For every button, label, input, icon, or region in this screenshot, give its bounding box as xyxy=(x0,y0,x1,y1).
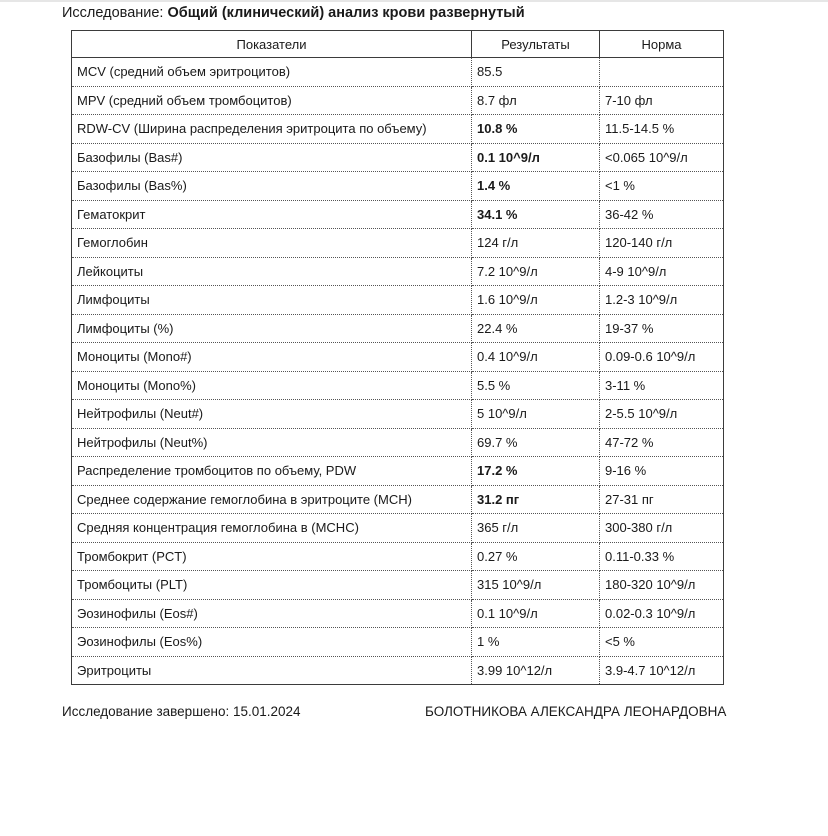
table-row xyxy=(72,571,724,600)
cell-result: 69.7 % xyxy=(472,428,600,457)
study-title xyxy=(62,5,525,21)
column-header-indicator: Показатели xyxy=(72,31,472,58)
cell-result: 5.5 % xyxy=(472,371,600,400)
cell-norm: <5 % xyxy=(600,628,724,657)
results-table-body xyxy=(72,58,724,685)
cell-norm: <0.065 10^9/л xyxy=(600,143,724,172)
cell-indicator: Моноциты (Mono#) xyxy=(72,343,472,372)
cell-result: 3.99 10^12/л xyxy=(472,656,600,685)
cell-indicator: Нейтрофилы (Neut#) xyxy=(72,400,472,429)
cell-result: 7.2 10^9/л xyxy=(472,257,600,286)
cell-norm: 180-320 10^9/л xyxy=(600,571,724,600)
cell-indicator: Средняя концентрация гемоглобина в (MCHC) xyxy=(72,514,472,543)
cell-norm xyxy=(600,58,724,87)
table-row xyxy=(72,58,724,87)
cell-result: 0.27 % xyxy=(472,542,600,571)
cell-result: 34.1 % xyxy=(472,200,600,229)
cell-norm: 36-42 % xyxy=(600,200,724,229)
table-row xyxy=(72,656,724,685)
cell-indicator: Моноциты (Mono%) xyxy=(72,371,472,400)
top-divider xyxy=(0,0,828,2)
cell-norm: 3.9-4.7 10^12/л xyxy=(600,656,724,685)
cell-indicator: Среднее содержание гемоглобина в эритроците (MCH) xyxy=(72,485,472,514)
cell-norm: 0.02-0.3 10^9/л xyxy=(600,599,724,628)
cell-indicator: Лимфоциты xyxy=(72,286,472,315)
cell-indicator: Базофилы (Bas%) xyxy=(72,172,472,201)
cell-indicator: MPV (средний объем тромбоцитов) xyxy=(72,86,472,115)
cell-norm: <1 % xyxy=(600,172,724,201)
cell-norm: 120-140 г/л xyxy=(600,229,724,258)
cell-indicator: Распределение тромбоцитов по объему, PDW xyxy=(72,457,472,486)
cell-indicator: Гемоглобин xyxy=(72,229,472,258)
cell-indicator: Лимфоциты (%) xyxy=(72,314,472,343)
cell-norm: 19-37 % xyxy=(600,314,724,343)
table-row xyxy=(72,257,724,286)
cell-indicator: Тромбокрит (PCT) xyxy=(72,542,472,571)
table-row xyxy=(72,86,724,115)
cell-result: 0.1 10^9/л xyxy=(472,143,600,172)
table-row xyxy=(72,286,724,315)
cell-result: 1 % xyxy=(472,628,600,657)
cell-result: 365 г/л xyxy=(472,514,600,543)
table-row xyxy=(72,371,724,400)
table-header-row xyxy=(72,31,724,58)
cell-indicator: Лейкоциты xyxy=(72,257,472,286)
cell-norm: 9-16 % xyxy=(600,457,724,486)
cell-result: 0.1 10^9/л xyxy=(472,599,600,628)
doctor-name: БОЛОТНИКОВА АЛЕКСАНДРА ЛЕОНАРДОВНА xyxy=(425,704,727,719)
cell-result: 10.8 % xyxy=(472,115,600,144)
cell-indicator: Эритроциты xyxy=(72,656,472,685)
study-label: Исследование: xyxy=(62,5,168,21)
table-row xyxy=(72,343,724,372)
table-row xyxy=(72,200,724,229)
cell-indicator: Тромбоциты (PLT) xyxy=(72,571,472,600)
table-row xyxy=(72,599,724,628)
table-row xyxy=(72,542,724,571)
cell-indicator: MCV (средний объем эритроцитов) xyxy=(72,58,472,87)
cell-indicator: Эозинофилы (Eos#) xyxy=(72,599,472,628)
table-row xyxy=(72,314,724,343)
results-table-head xyxy=(72,31,724,58)
cell-result: 31.2 пг xyxy=(472,485,600,514)
table-row xyxy=(72,143,724,172)
completion-date: Исследование завершено: 15.01.2024 xyxy=(62,704,301,719)
cell-indicator: Гематокрит xyxy=(72,200,472,229)
cell-norm: 47-72 % xyxy=(600,428,724,457)
cell-norm: 7-10 фл xyxy=(600,86,724,115)
table-row xyxy=(72,172,724,201)
table-row xyxy=(72,628,724,657)
cell-norm: 4-9 10^9/л xyxy=(600,257,724,286)
results-table xyxy=(71,30,724,685)
cell-result: 1.6 10^9/л xyxy=(472,286,600,315)
column-header-result: Результаты xyxy=(472,31,600,58)
cell-result: 0.4 10^9/л xyxy=(472,343,600,372)
cell-indicator: Нейтрофилы (Neut%) xyxy=(72,428,472,457)
cell-norm: 3-11 % xyxy=(600,371,724,400)
column-header-norm: Норма xyxy=(600,31,724,58)
cell-result: 1.4 % xyxy=(472,172,600,201)
cell-result: 85.5 xyxy=(472,58,600,87)
cell-result: 5 10^9/л xyxy=(472,400,600,429)
cell-norm: 0.11-0.33 % xyxy=(600,542,724,571)
table-row xyxy=(72,400,724,429)
cell-indicator: Базофилы (Bas#) xyxy=(72,143,472,172)
cell-norm: 2-5.5 10^9/л xyxy=(600,400,724,429)
cell-result: 8.7 фл xyxy=(472,86,600,115)
cell-result: 17.2 % xyxy=(472,457,600,486)
table-row xyxy=(72,229,724,258)
cell-norm: 0.09-0.6 10^9/л xyxy=(600,343,724,372)
cell-result: 22.4 % xyxy=(472,314,600,343)
cell-norm: 11.5-14.5 % xyxy=(600,115,724,144)
cell-indicator: RDW-CV (Ширина распределения эритроцита по объему) xyxy=(72,115,472,144)
table-row xyxy=(72,115,724,144)
cell-norm: 300-380 г/л xyxy=(600,514,724,543)
cell-result: 124 г/л xyxy=(472,229,600,258)
cell-norm: 27-31 пг xyxy=(600,485,724,514)
table-row xyxy=(72,428,724,457)
cell-indicator: Эозинофилы (Eos%) xyxy=(72,628,472,657)
table-row xyxy=(72,485,724,514)
table-row xyxy=(72,457,724,486)
table-row xyxy=(72,514,724,543)
study-name: Общий (клинический) анализ крови развернутый xyxy=(167,5,525,21)
cell-norm: 1.2-3 10^9/л xyxy=(600,286,724,315)
cell-result: 315 10^9/л xyxy=(472,571,600,600)
